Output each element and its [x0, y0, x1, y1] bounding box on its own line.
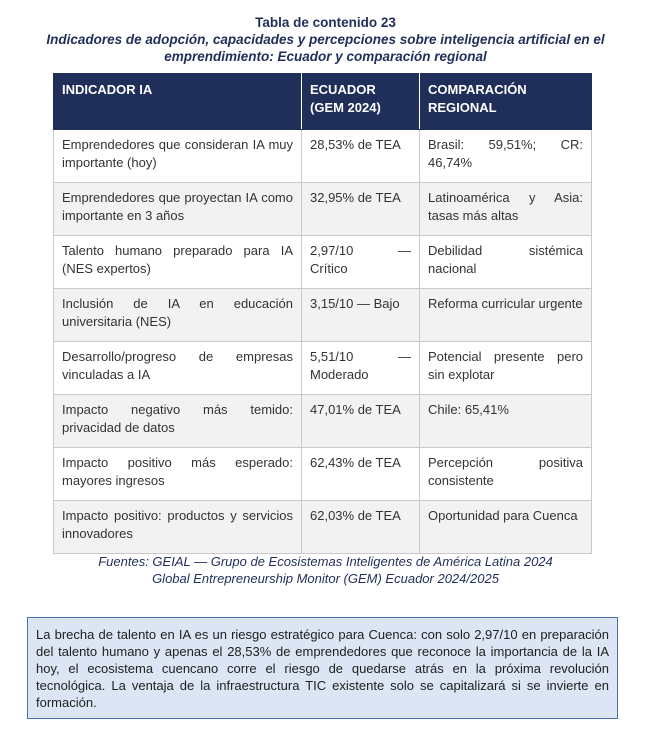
sources-line-gem: Global Entrepreneurship Monitor (GEM) Ecuador 2024/2025: [152, 571, 499, 586]
table-row: [54, 342, 592, 395]
ecuador-value-cell: 62,03% de TEA: [302, 501, 420, 554]
regional-comparison-cell: Brasil: 59,51%; CR: 46,74%: [420, 130, 592, 183]
indicator-cell: Emprendedores que proyectan IA como importante en 3 años: [54, 183, 302, 236]
ecuador-value-cell: 3,15/10 — Bajo: [302, 289, 420, 342]
table-header-row: [54, 74, 592, 130]
table-row: [54, 501, 592, 554]
regional-comparison-cell: Debilidad sistémica nacional: [420, 236, 592, 289]
header-ecuador: ECUADOR (GEM 2024): [302, 74, 420, 130]
ecuador-value-cell: 5,51/10 — Moderado: [302, 342, 420, 395]
table-row: [54, 130, 592, 183]
regional-comparison-cell: Oportunidad para Cuenca: [420, 501, 592, 554]
table-row: [54, 448, 592, 501]
table-caption: [20, 14, 631, 65]
ecuador-value-cell: 28,53% de TEA: [302, 130, 420, 183]
header-regional-comparison: COMPARACIÓN REGIONAL: [420, 74, 592, 130]
regional-comparison-cell: Reforma curricular urgente: [420, 289, 592, 342]
table-row: [54, 289, 592, 342]
indicator-cell: Inclusión de IA en educación universitaria (NES): [54, 289, 302, 342]
regional-comparison-cell: Latinoamérica y Asia: tasas más altas: [420, 183, 592, 236]
ecuador-value-cell: 62,43% de TEA: [302, 448, 420, 501]
regional-comparison-cell: Percepción positiva consistente: [420, 448, 592, 501]
ecuador-value-cell: 47,01% de TEA: [302, 395, 420, 448]
ecuador-value-cell: 2,97/10 — Crítico: [302, 236, 420, 289]
table-row: [54, 395, 592, 448]
callout-box: [27, 617, 618, 719]
ai-indicators-table: [53, 73, 592, 554]
caption-subtitle: Indicadores de adopción, capacidades y percepciones sobre inteligencia artificial en el emprendimiento: Ecuador y comparación regional: [46, 32, 605, 64]
callout-text: La brecha de talento en IA es un riesgo estratégico para Cuenca: con solo 2,97/10 en preparación del talento humano y apenas el 28,53% de emprendedores que reconoce la importancia de la IA hoy, el ecosistema cuencano corre el riesgo de quedarse atrás en la próxima revolución tecnológica. La ventaja de la infraestructura TIC existente solo se capitalizará si se invierte en formación.: [36, 627, 609, 710]
indicator-cell: Impacto positivo más esperado: mayores ingresos: [54, 448, 302, 501]
table-row: [54, 183, 592, 236]
caption-title: Tabla de contenido 23: [255, 15, 396, 30]
table-sources: [20, 553, 631, 587]
header-indicator: INDICADOR IA: [54, 74, 302, 130]
regional-comparison-cell: Potencial presente pero sin explotar: [420, 342, 592, 395]
indicator-cell: Impacto negativo más temido: privacidad de datos: [54, 395, 302, 448]
sources-line-geial: Fuentes: GEIAL — Grupo de Ecosistemas Inteligentes de América Latina 2024: [98, 554, 553, 569]
indicator-cell: Talento humano preparado para IA (NES expertos): [54, 236, 302, 289]
indicator-cell: Impacto positivo: productos y servicios innovadores: [54, 501, 302, 554]
ecuador-value-cell: 32,95% de TEA: [302, 183, 420, 236]
regional-comparison-cell: Chile: 65,41%: [420, 395, 592, 448]
table-row: [54, 236, 592, 289]
indicator-cell: Desarrollo/progreso de empresas vinculadas a IA: [54, 342, 302, 395]
indicator-cell: Emprendedores que consideran IA muy importante (hoy): [54, 130, 302, 183]
